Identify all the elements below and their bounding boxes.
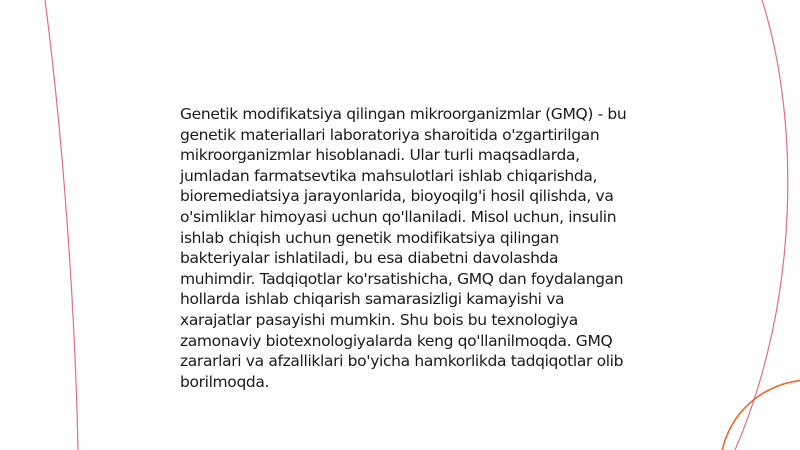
left-decorative-curve [45, 0, 78, 450]
right-decorative-curve [735, 0, 788, 450]
slide-paragraph: Genetik modifikatsiya qilingan mikroorganizmlar (GMQ) - bu genetik materiallari laboratoriya sharoitida o'zgartirilgan mikroorganizmlar hisoblanadi. Ular turli maqsadlarda, jumladan farmatsevtika mahsulotlari ishlab chiqarishda, bioremediatsiya jarayonlarida, bioyoqilg'i hosil qilishda, va o'simliklar himoyasi uchun qo'llaniladi. Misol uchun, insulin ishlab chiqish uchun genetik modifikatsiya qilingan bakteriyalar ishlatiladi, bu esa diabetni davolashda muhimdir. Tadqiqotlar ko'rsatishicha, GMQ dan foydalangan hollarda ishlab chiqarish samarasizligi kamayishi va xarajatlar pasayishi mumkin. Shu bois bu texnologiya zamonaviy biotexnologiyalarda keng qo'llanilmoqda. GMQ zararlari va afzalliklari bo'yicha hamkorlikda tadqiqotlar olib borilmoqda. [180, 105, 627, 391]
orange-accent-ring [720, 380, 800, 450]
